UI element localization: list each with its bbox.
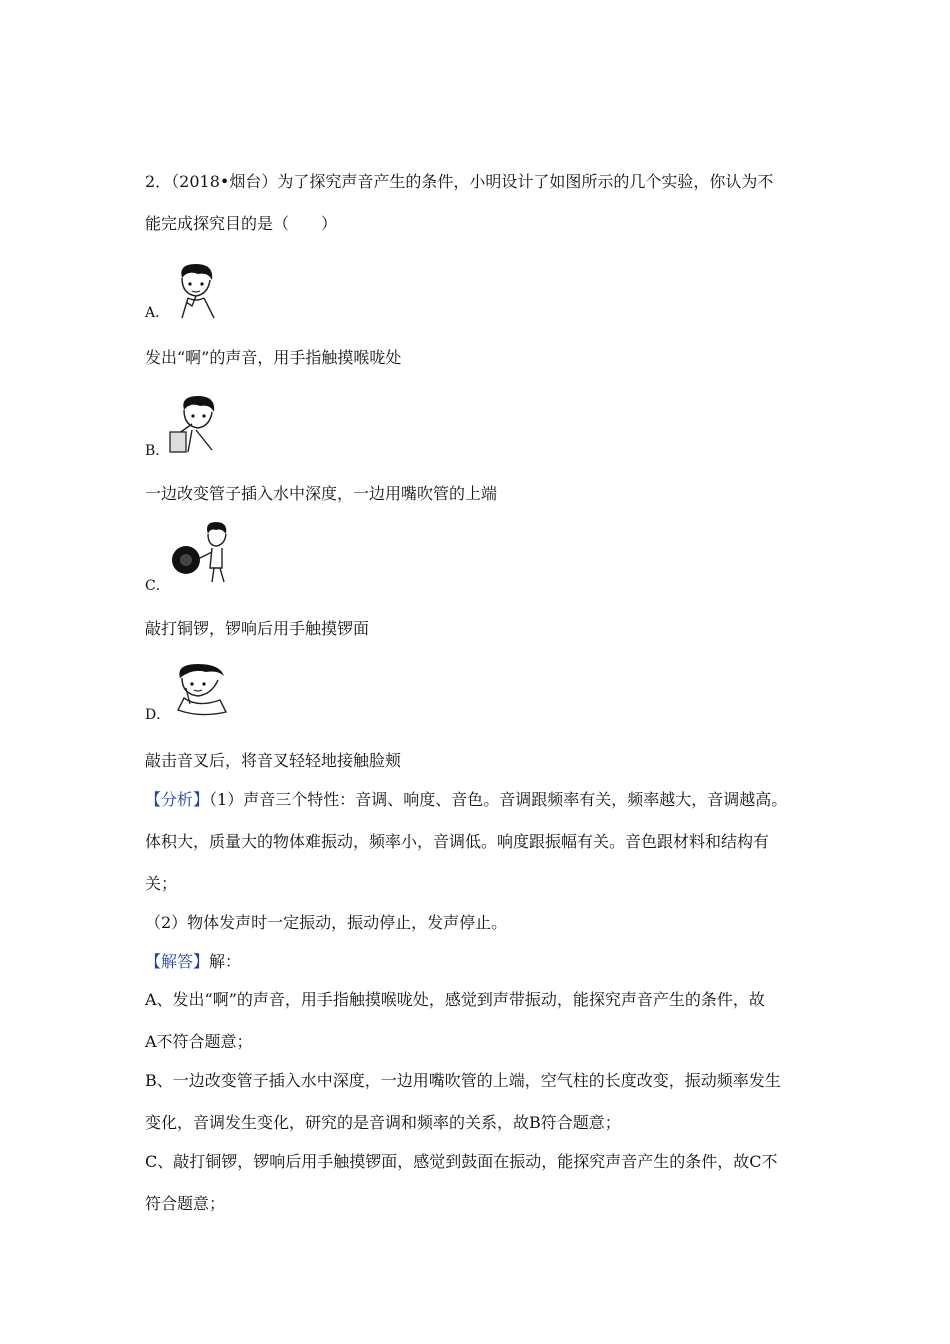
option-a-letter: A．	[145, 305, 170, 321]
answer-b-line-2: 变化，音调发生变化，研究的是音调和频率的关系，故B符合题意；	[145, 1113, 621, 1132]
boy-blowing-tube-image	[166, 394, 224, 454]
boy-with-gong-image	[170, 522, 232, 584]
option-c-letter: C．	[145, 578, 170, 594]
boy-touching-throat-image	[168, 262, 224, 320]
answer-c-line-2: 符合题意；	[145, 1194, 226, 1213]
answer-a-line-2: A不符合题意；	[145, 1032, 253, 1051]
answer-b-line-1: B、一边改变管子插入水中深度，一边用嘴吹管的上端，空气柱的长度改变，振动频率发生	[145, 1071, 781, 1090]
analysis-line-2: 体积大，质量大的物体难振动，频率小，音调低。响度跟振幅有关。音色跟材料和结构有	[145, 832, 770, 851]
boy-tuning-fork-image	[170, 662, 234, 718]
answer-tag: 【解答】	[145, 952, 210, 971]
option-d-letter: D．	[145, 707, 171, 723]
answer-heading	[145, 952, 241, 972]
option-b-letter: B．	[145, 443, 170, 459]
analysis-line-1	[145, 790, 787, 810]
analysis-line-3: 关；	[145, 874, 178, 893]
option-b-text: 一边改变管子插入水中深度，一边用嘴吹管的上端	[145, 484, 498, 503]
answer-a-line-1: A、发出“啊”的声音，用手指触摸喉咙处，感觉到声带振动，能探究声音产生的条件，故	[145, 990, 765, 1009]
question-line-2: 能完成探究目的是（ ）	[145, 214, 338, 233]
question-line-1: 2．（2018•烟台）为了探究声音产生的条件，小明设计了如图所示的几个实验，你认为不	[145, 172, 774, 191]
option-a-text: 发出“啊”的声音，用手指触摸喉咙处	[145, 348, 402, 367]
analysis-text-1: （1）声音三个特性：音调、响度、音色。音调跟频率有关，频率越大，音调越高。	[209, 790, 788, 809]
option-d-text: 敲击音叉后，将音叉轻轻地接触脸颊	[145, 751, 402, 770]
analysis-line-4: （2）物体发声时一定振动，振动停止，发声停止。	[145, 913, 508, 932]
answer-intro: 解：	[209, 952, 242, 971]
analysis-tag: 【分析】	[145, 790, 210, 809]
option-c-text: 敲打铜锣，锣响后用手触摸锣面	[145, 619, 370, 638]
answer-c-line-1: C、敲打铜锣，锣响后用手触摸锣面，感觉到鼓面在振动，能探究声音产生的条件，故C不	[145, 1152, 778, 1171]
